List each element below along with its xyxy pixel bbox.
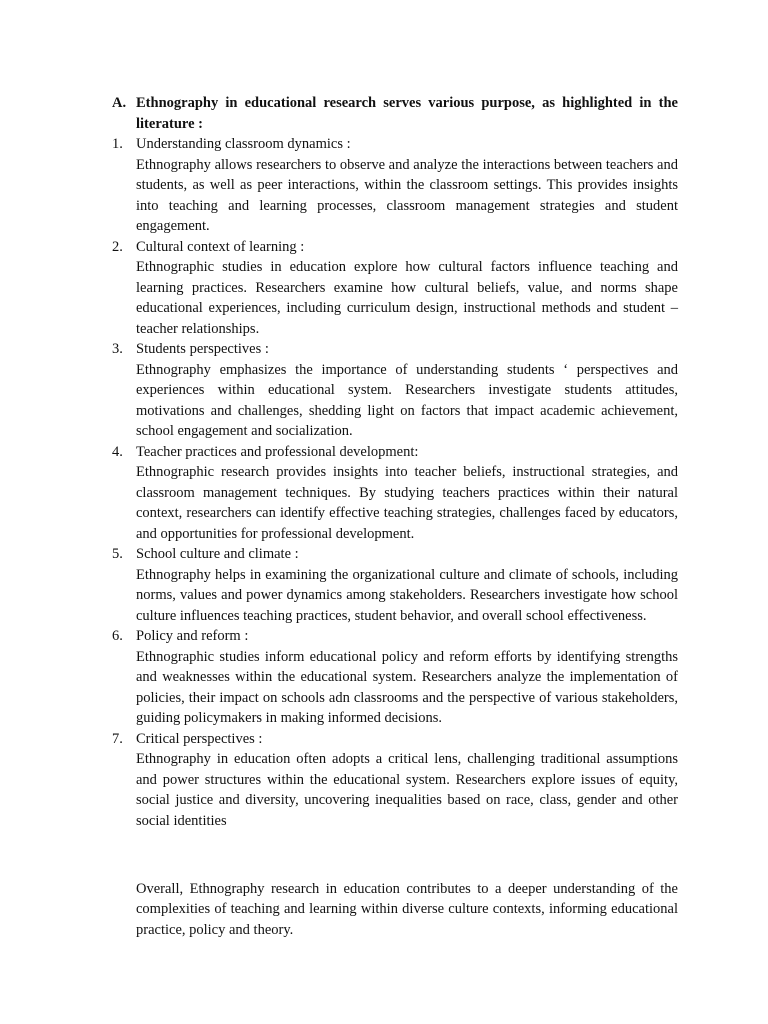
list-item-1 (112, 134, 678, 237)
list-item-number: 6. (112, 628, 123, 644)
list-item-title: Policy and reform : (136, 628, 249, 644)
list-item-title: Students perspectives : (136, 341, 269, 357)
list-item-3 (112, 339, 678, 442)
list-item-number: 7. (112, 730, 123, 747)
list-item-number: 4. (112, 443, 123, 460)
list-item-number: 3. (112, 341, 123, 357)
list-item-body: Ethnography helps in examining the organizational culture and climate of schools, including norms, values and power dynamics among stakeholders. Researchers investigate how school culture influences teaching practices, student behavior, and overall school effectiveness. (136, 566, 678, 624)
list-item-6 (112, 626, 678, 729)
list-item-title: School culture and climate : (136, 546, 299, 562)
list-item-title: Teacher practices and professional development: (136, 443, 419, 460)
list-item-body: Ethnography in education often adopts a critical lens, challenging traditional assumptions and power structures within the educational system. Researchers explore issues of equity, social justice and diversity, uncovering inequalities based on race, class, gender and other social identities (136, 751, 678, 829)
list-item-title: Understanding classroom dynamics : (136, 136, 351, 152)
list-item-body: Ethnographic studies inform educational policy and reform efforts by identifying strengths and weaknesses within the educational system. Researchers analyze the implementation of policies, their impact on schools adn classrooms and the perspective of various stakeholders, guiding policymakers in making informed decisions. (136, 648, 678, 726)
list-item-4 (112, 442, 678, 545)
list-item-2 (112, 237, 678, 340)
section-letter: A. (112, 95, 127, 111)
list-item-title: Critical perspectives : (136, 730, 263, 747)
list-item-number: 2. (112, 238, 123, 255)
list-item-body: Ethnographic studies in education explore how cultural factors influence teaching and learning practices. Researchers examine how cultural beliefs, value, and norms shape educational experiences, including curriculum design, instructional methods and student – teacher relationships. (136, 259, 678, 337)
list-item-number: 1. (112, 136, 123, 152)
list-item-number: 5. (112, 546, 123, 562)
list-item-7 (112, 729, 678, 832)
list-item-5 (112, 544, 678, 626)
list-item-body: Ethnography emphasizes the importance of understanding students ‘ perspectives and experiences within educational system. Researchers investigate students attitudes, motivations and challenges, shedding light on factors that impact academic achievement, school engagement and socialization. (136, 361, 678, 439)
list-item-title: Cultural context of learning : (136, 238, 305, 255)
section-heading (112, 93, 678, 134)
closing-paragraph: Overall, Ethnography research in education contributes to a deeper understanding of the complexities of teaching and learning within diverse culture contexts, informing educational practice, policy and theory. (136, 880, 678, 938)
list-item-body: Ethnographic research provides insights into teacher beliefs, instructional strategies, and classroom management techniques. By studying teachers practices within their natural context, researchers can identify effective teaching strategies, challenges faced by educators, and opportunities for professional development. (136, 464, 678, 542)
list-item-body: Ethnography allows researchers to observe and analyze the interactions between teachers and students, as well as peer interactions, within the classroom settings. This provides insights into teaching and learning processes, classroom management strategies and student engagement. (136, 156, 678, 234)
section-heading-text: Ethnography in educational research serves various purpose, as highlighted in the literature : (136, 95, 678, 132)
purpose-list (112, 134, 678, 831)
